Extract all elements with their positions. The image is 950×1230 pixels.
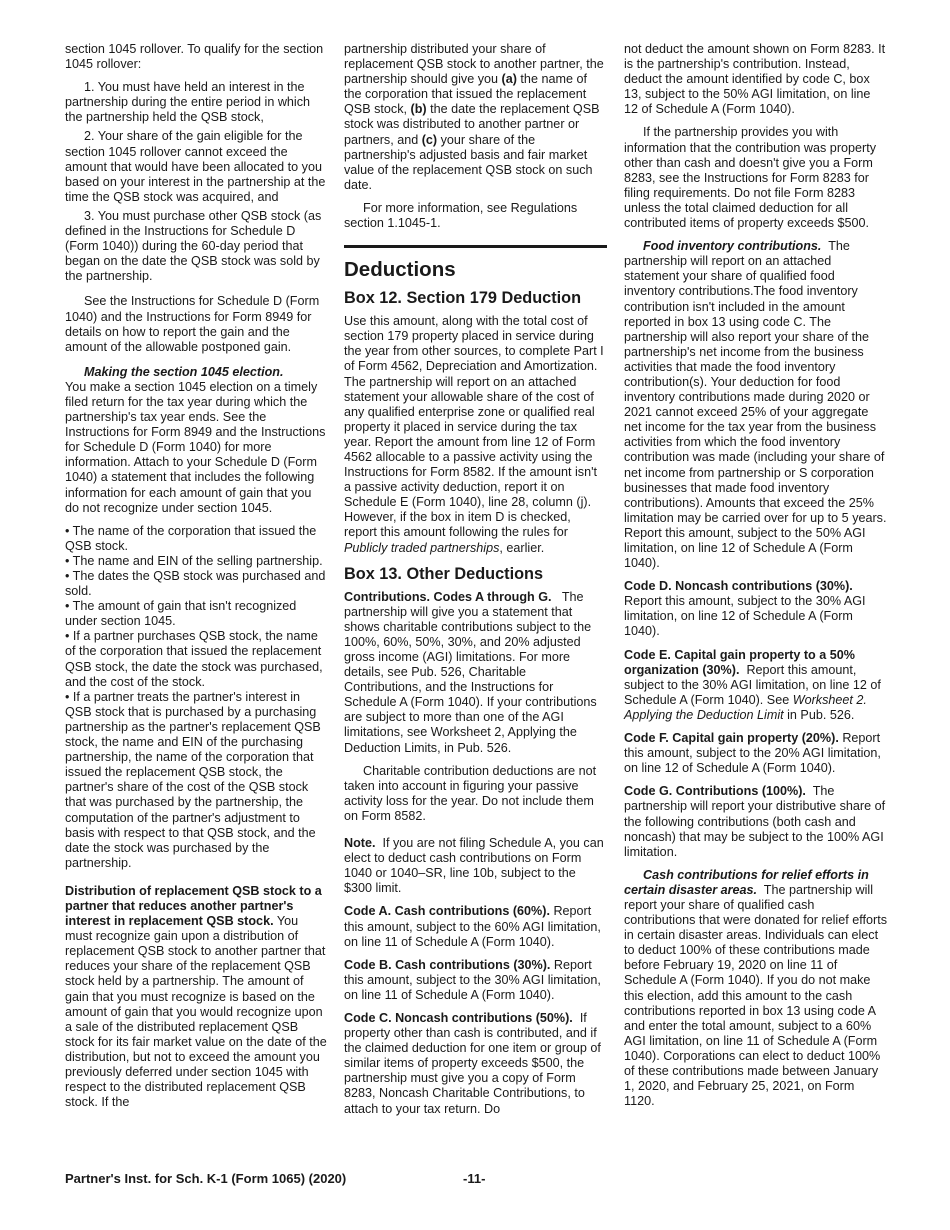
paragraph: Use this amount, along with the total cost of section 179 property placed in service during the year from other sources, to complete Part I of Form 4562, Depreciation and Amortization. The partnership will report on an attached statement your allowable share of the cost of any qualified enterprise zone or qualified real property it placed in service during the tax year. Report the amount from line 12 of Form 4562 allocable to a passive activity using the Instructions for Form 8582. If the amount isn't a passive activity deduction, report it on Schedule E (Form 1040), line 28, column (j). However, if the box in item D is checked, report this amount following the rules for Publicly traded partnerships, earlier. <box>344 314 604 555</box>
list-item: 3. You must purchase other QSB stock (as defined in the Instructions for Schedule D (Form 1040)) during the 60-day period that began on the date the QSB stock was sold by the partnership. <box>65 208 322 284</box>
code-f-paragraph: Code F. Capital gain property (20%). Report this amount, subject to the 20% AGI limitation, on line 12 of Schedule A (Form 1040). <box>624 731 881 776</box>
box12-heading: Box 12. Section 179 Deduction <box>344 289 582 308</box>
code-c-paragraph: Code C. Noncash contributions (50%). If property other than cash is contributed, and if the claimed deduction for one item or group of similar items of property exceeds $500, the partnership must give you a copy of Form 8283, Noncash Charitable Contributions, to attach to your tax return. Do <box>344 1010 601 1116</box>
code-d-paragraph: Code D. Noncash contributions (30%). Report this amount, subject to the 30% AGI limitation, on line 12 of Schedule A (Form 1040). <box>624 579 866 639</box>
paragraph: not deduct the amount shown on Form 8283. It is the partnership's contribution. Instead, deduct the amount identified by code C, box 13, subject to the 50% AGI limitation, on line 12 of Schedule A (Form 1040). <box>624 42 886 117</box>
paragraph: Contributions. Codes A through G. The partnership will give you a statement that shows charitable contributions subject to the 100%, 60%, 50%, 30%, and 20% adjusted gross income (AGI) limitations. For more details, see Pub. 526, Charitable Contributions, and the Instructions for Schedule A (Form 1040). If your contributions are subject to more than one of the AGI limitations, see Worksheet 2, Applying the Deduction Limits, in Pub. 526. <box>344 589 597 755</box>
disaster-paragraph: Cash contributions for relief efforts in certain disaster areas. The partnership will report your share of qualified cash contributions that were donated for relief efforts in certain disaster areas. Individuals can elect to deduct 100% of these contributions made before February 19, 2020 on line 11 of Schedule A (Form 1040). If you do not make this election, add this amount to the cash contributions reported in box 13 using code A and enter the total amount, subject to a 60% AGI limitation, on line 11 of Schedule A (Form 1040). Corporations can elect to deduct 100% of these contributions made between January 1, 2020, and February 25, 2021, on Form 1120. <box>624 867 887 1109</box>
bullet-item: • If a partner purchases QSB stock, the name of the corporation that issued the replacement QSB stock, the date the stock was purchased, and the cost of the stock. <box>65 629 323 689</box>
column-right <box>624 42 887 1117</box>
bullet-item: • The amount of gain that isn't recognized under section 1045. <box>65 599 297 629</box>
list-item: 1. You must have held an interest in the partnership during the entire period in which the partnership held the QSB stock, <box>65 80 311 125</box>
election-heading: Making the section 1045 election. <box>84 364 284 379</box>
code-e-paragraph: Code E. Capital gain property to a 50% organization (30%). Report this amount, subject to the 30% AGI limitation, on line 12 of Schedule A (Form 1040). See Worksheet 2. Applying the Deduction Limit in Pub. 526. <box>624 647 881 722</box>
distribution-body: You must recognize gain upon a distribution of replacement QSB stock to another partner that reduces your share of the replacement QSB stock held by a partnership. The amount of gain that you must recognize is based on the amount of gain that you would recognize upon a sale of the distributed replacement QSB stock for its fair market value on the date of the distribution, but not to exceed the amount you previously deferred under section 1045 with respect to the distributed replacement QSB stock. If the <box>65 914 327 1110</box>
code-a-paragraph: Code A. Cash contributions (60%). Report this amount, subject to the 60% AGI limitation, on line 11 of Schedule A (Form 1040). <box>344 904 601 949</box>
paragraph: You make a section 1045 election on a timely filed return for the tax year during which the partnership's tax year ends. See the Instructions for Form 8949 and the Instructions for Schedule D (Form 1040) for more information. Attach to your Schedule D (Form 1040) a statement that includes the following information for each amount of gain that you do not recognize under section 1045. <box>65 379 326 515</box>
paragraph: For more information, see Regulations section 1.1045-1. <box>344 200 578 231</box>
paragraph: See the Instructions for Schedule D (Form 1040) and the Instructions for Form 8949 for details on how to report the gain and the amount of the allowable postponed gain. <box>65 294 320 354</box>
distribution-paragraph <box>65 884 328 1110</box>
distribution-heading: Distribution of replacement QSB stock to a partner that reduces another partner's interest in replacement QSB stock. <box>65 883 322 929</box>
list-item: 2. Your share of the gain eligible for the section 1045 rollover cannot exceed the amount that would have been allocated to you based on your interest in the partnership at the time the QSB stock was acquired, and <box>65 129 326 204</box>
food-paragraph: Food inventory contributions. The partnership will report on an attached statement your share of qualified food inventory contributions.The food inventory contribution isn't included in the amount reported in box 13 using code C. The partnership will also report your share of the partnership's net income from the business activities that made the food inventory contribution(s). Your deduction for food inventory contributions made during 2020 or 2021 cannot exceed 25% of your aggregate net income for the tax year from the business activities from which the food inventory contribution was made (including your share of net income from partnership or S corporation businesses that made food inventory contributions). Amounts that exceed the 25% limitation may be carried over for up to 5 years. Report this amount, subject to the 50% AGI limitation, on line 12 of Schedule A (Form 1040). <box>624 239 887 571</box>
section-title: Deductions <box>344 258 456 282</box>
box13-heading: Box 13. Other Deductions <box>344 564 544 583</box>
paragraph: If the partnership provides you with information that the contribution was property other than cash and doesn't give you a Form 8283, see the Instructions for Form 8283 for filing requirements. Do not file Form 8283 unless the total claimed deduction for all contributed items of property exceeds $500. <box>624 125 877 231</box>
note-paragraph: Note. If you are not filing Schedule A, you can elect to deduct cash contributions on Form 1040 or 1040–SR, line 10b, subject to the $300 limit. <box>344 836 604 896</box>
paragraph: partnership distributed your share of replacement QSB stock to another partner, the partnership should give you (a) the name of the corporation that issued the replacement QSB stock, (b) the date the replacement QSB stock was distributed to another partner or partners, and (c) your share of the partnership's adjusted basis and fair market value of the replacement QSB stock on such date. <box>344 42 604 192</box>
bullet-item: • The name and EIN of the selling partnership. <box>65 553 323 568</box>
paragraph: section 1045 rollover. To qualify for the section 1045 rollover: <box>65 42 324 72</box>
bullet-item: • The dates the QSB stock was purchased and sold. <box>65 569 326 599</box>
page-number: -11- <box>463 1171 486 1186</box>
column-middle <box>344 42 607 1125</box>
code-b-paragraph: Code B. Cash contributions (30%). Report this amount, subject to the 30% AGI limitation, on line 11 of Schedule A (Form 1040). <box>344 957 601 1002</box>
bullet-item: • The name of the corporation that issued the QSB stock. <box>65 523 317 553</box>
section-divider <box>344 245 607 248</box>
footer-title: Partner's Inst. for Sch. K-1 (Form 1065) (2020) <box>65 1171 347 1186</box>
code-g-paragraph: Code G. Contributions (100%). The partnership will report your distributive share of the following contributions (both cash and noncash) that may be subject to the 100% AGI limitation. <box>624 784 886 859</box>
column-left <box>65 42 328 1110</box>
paragraph: Charitable contribution deductions are not taken into account in figuring your passive activity loss for the year. Do not include them on Form 8582. <box>344 763 597 823</box>
bullet-item: • If a partner treats the partner's interest in QSB stock that is purchased by a purchasing partnership as the partner's replacement QSB stock, the name and EIN of the purchasing partnership, the name of the corporation that issued the replacement QSB stock, the partner's share of the cost of the QSB stock that was purchased by the partnership, the computation of the partner's adjustment to basis with respect to that QSB stock, and the date the stock was purchased by the partnership. <box>65 689 321 870</box>
